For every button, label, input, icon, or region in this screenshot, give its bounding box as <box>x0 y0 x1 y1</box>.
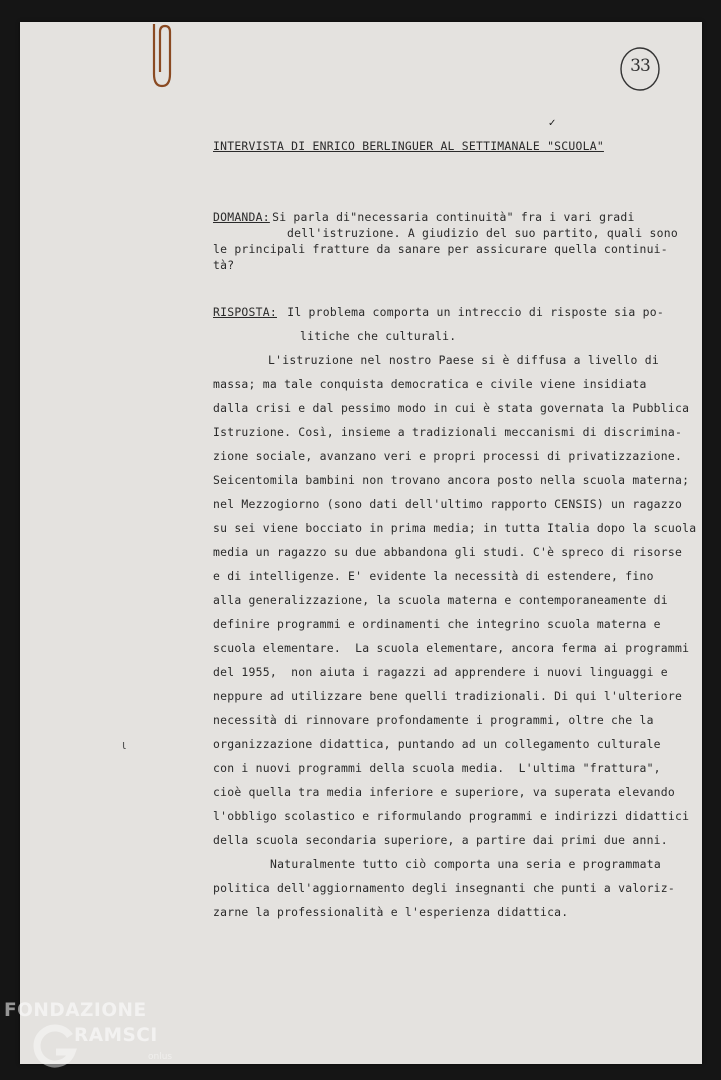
watermark-text-bottom: RAMSCI <box>74 1025 158 1046</box>
watermark-g-icon <box>30 1022 78 1070</box>
answer-line: cioè quella tra media inferiore e superiore, va superata elevando <box>213 785 676 799</box>
question-line: Si parla di"necessaria continuità" fra i vari gradi <box>265 210 635 224</box>
answer-line: nel Mezzogiorno (sono dati dell'ultimo rapporto CENSIS) un ragazzo <box>213 497 683 511</box>
answer-line: litiche che culturali. <box>300 329 457 343</box>
page-number: 33 <box>630 56 650 76</box>
answer-label: RISPOSTA: <box>213 305 277 319</box>
answer-line: neppure ad utilizzare bene quelli tradizionali. Di qui l'ulteriore <box>213 689 683 703</box>
answer-line: massa; ma tale conquista democratica e civile viene insidiata <box>213 377 647 391</box>
question-line: le principali fratture da sanare per assicurare quella continui- <box>213 242 668 256</box>
question-label: DOMANDA: <box>213 210 270 224</box>
answer-line: Seicentomila bambini non trovano ancora posto nella scuola materna; <box>213 473 690 487</box>
answer-line: politica dell'aggiornamento degli insegnanti che punti a valoriz- <box>213 881 676 895</box>
answer-line: zarne la professionalità e l'esperienza didattica. <box>213 905 569 919</box>
answer-line: Naturalmente tutto ciò comporta una seria e programmata <box>270 857 661 871</box>
watermark-logo <box>2 1000 182 1078</box>
answer-line: scuola elementare. La scuola elementare, ancora ferma ai programmi <box>213 641 690 655</box>
answer-line: del 1955, non aiuta i ragazzi ad apprendere i nuovi linguaggi e <box>213 665 668 679</box>
question-line: dell'istruzione. A giudizio del suo partito, quali sono <box>287 226 678 240</box>
document-title: INTERVISTA DI ENRICO BERLINGUER AL SETTIMANALE "SCUOLA" <box>213 139 604 153</box>
answer-line: media un ragazzo su due abbandona gli studi. C'è spreco di risorse <box>213 545 683 559</box>
tick-mark: ✓ <box>548 118 557 129</box>
answer-line: della scuola secondaria superiore, a partire dai primi due anni. <box>213 833 668 847</box>
answer-line: Il problema comporta un intreccio di risposte sia po- <box>273 305 664 319</box>
watermark-onlus: onlus <box>148 1052 173 1062</box>
answer-line: organizzazione didattica, puntando ad un collegamento culturale <box>213 737 661 751</box>
paper-clip <box>140 22 180 92</box>
answer-line: L'istruzione nel nostro Paese si è diffusa a livello di <box>268 353 659 367</box>
answer-line: alla generalizzazione, la scuola materna e contemporaneamente di <box>213 593 668 607</box>
answer-line: Istruzione. Così, insieme a tradizionali meccanismi di discrimina- <box>213 425 683 439</box>
answer-line: definire programmi e ordinamenti che integrino scuola materna e <box>213 617 661 631</box>
answer-line: e di intelligenze. E' evidente la necessità di estendere, fino <box>213 569 654 583</box>
watermark-text-top: FONDAZIONE <box>4 1000 147 1021</box>
answer-line: con i nuovi programmi della scuola media. L'ultima "frattura", <box>213 761 661 775</box>
margin-mark: ɩ <box>122 738 127 752</box>
answer-line: necessità di rinnovare profondamente i programmi, oltre che la <box>213 713 654 727</box>
answer-line: l'obbligo scolastico e riformulando programmi e indirizzi didattici <box>213 809 690 823</box>
answer-line: dalla crisi e dal pessimo modo in cui è stata governata la Pubblica <box>213 401 690 415</box>
answer-line: zione sociale, avanzano veri e propri processi di privatizzazione. <box>213 449 683 463</box>
question-line: tà? <box>213 258 235 272</box>
answer-line: su sei viene bocciato in prima media; in tutta Italia dopo la scuola <box>213 521 697 535</box>
